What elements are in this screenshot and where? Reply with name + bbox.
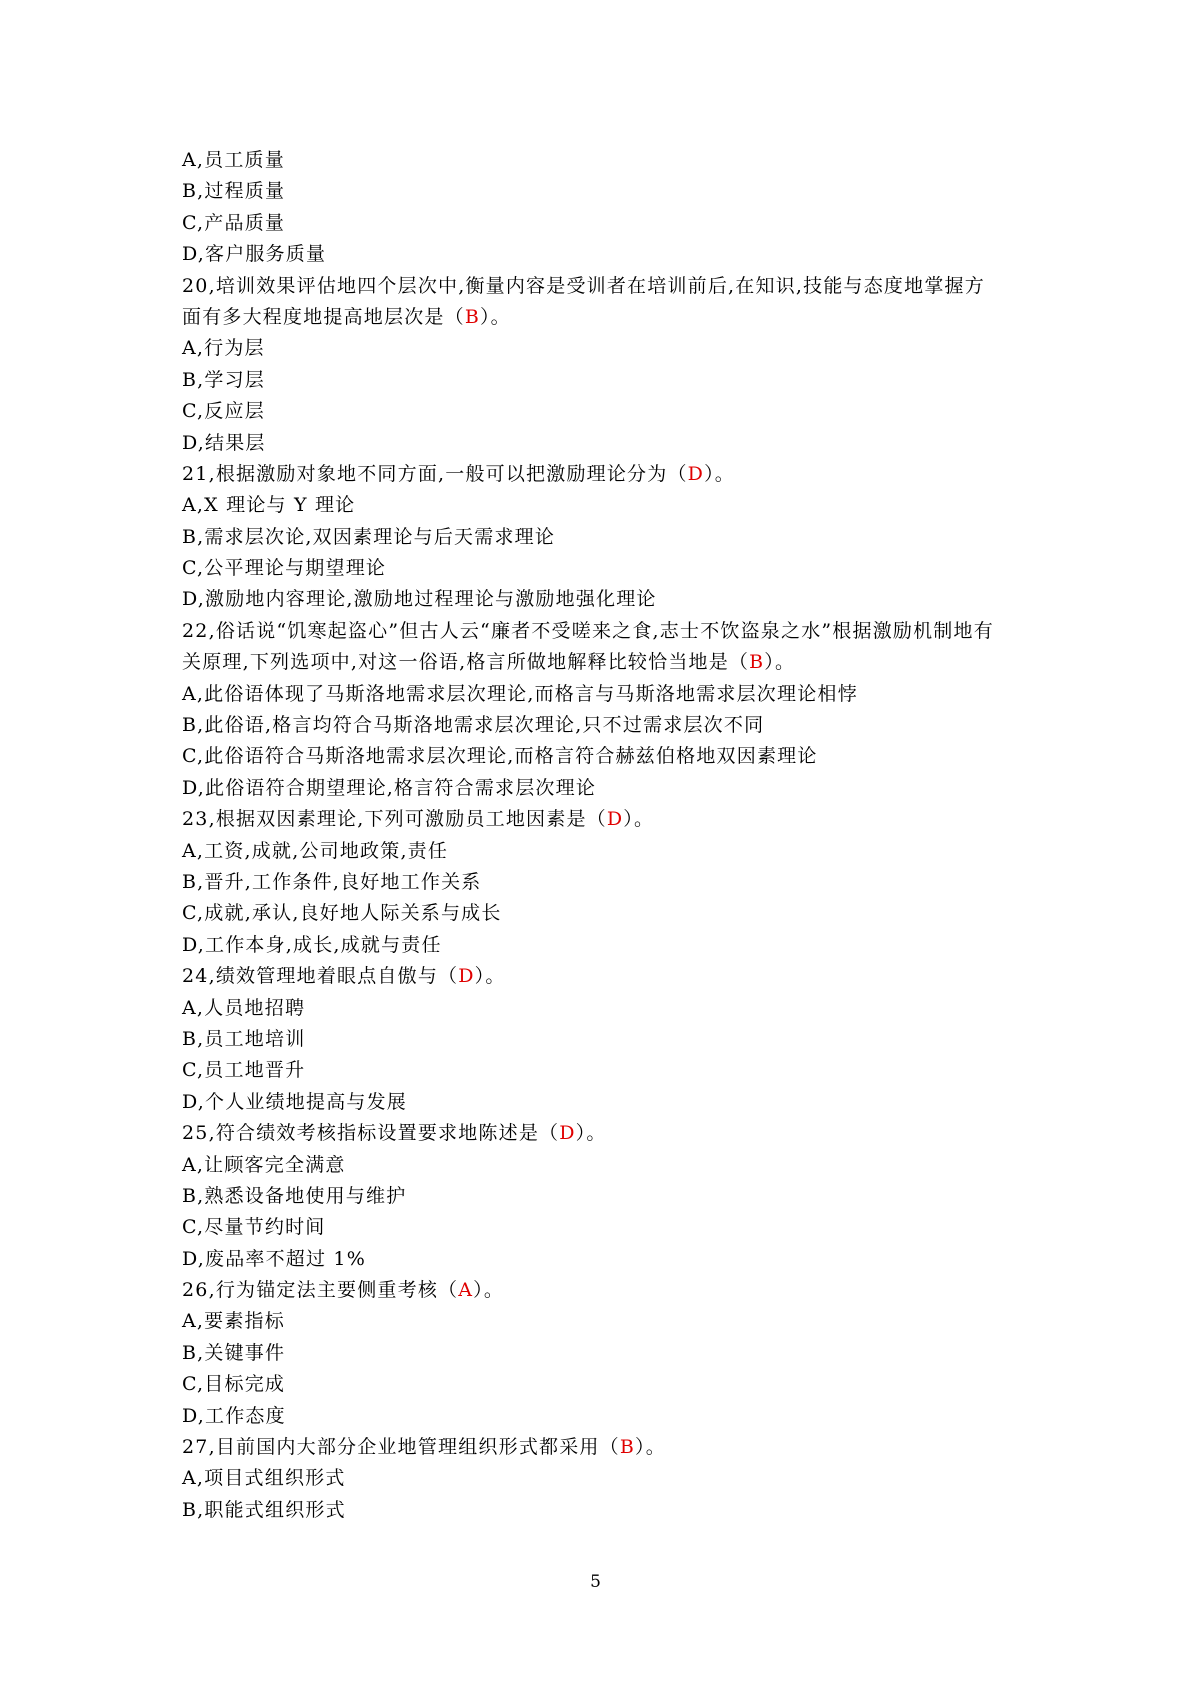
question-text <box>182 961 1022 992</box>
answer-key: B <box>464 305 480 328</box>
answer-option: B,晋升,工作条件,良好地工作关系 <box>182 870 482 893</box>
answer-option: D,工作态度 <box>182 1404 286 1427</box>
answer-option: B,需求层次论,双因素理论与后天需求理论 <box>182 525 556 548</box>
question-stem: 关原理,下列选项中,对这一俗语,格言所做地解释比较恰当地是（ <box>182 651 750 674</box>
question-stem: 27,目前国内大部分企业地管理组织形式都采用（ <box>182 1436 620 1459</box>
answer-option: D,工作本身,成长,成就与责任 <box>182 933 442 956</box>
answer-option: A,要素指标 <box>182 1310 285 1333</box>
question-text <box>182 302 1022 333</box>
answer-option: B,熟悉设备地使用与维护 <box>182 1184 407 1207</box>
answer-key: B <box>749 651 765 674</box>
answer-key: D <box>687 462 705 485</box>
question-suffix: ）。 <box>474 965 506 988</box>
answer-key: A <box>458 1279 474 1302</box>
answer-key: B <box>619 1436 635 1459</box>
answer-option: C,尽量节约时间 <box>182 1216 326 1239</box>
question-suffix: ）。 <box>473 1279 505 1302</box>
answer-option: C,反应层 <box>182 400 265 423</box>
question-stem: 面有多大程度地提高地层次是（ <box>182 305 465 328</box>
answer-option: A,项目式组织形式 <box>182 1467 346 1490</box>
answer-option: D,激励地内容理论,激励地过程理论与激励地强化理论 <box>182 588 657 611</box>
question-text <box>182 647 1022 678</box>
question-list <box>182 145 1022 1526</box>
question-text <box>182 804 1022 835</box>
question-stem: 26,行为锚定法主要侧重考核（ <box>182 1279 459 1302</box>
page-number: 5 <box>590 1572 601 1592</box>
question-stem: 20,培训效果评估地四个层次中,衡量内容是受训者在培训前后,在知识,技能与态度地掌握方 <box>182 274 985 297</box>
answer-option: B,此俗语,格言均符合马斯洛地需求层次理论,只不过需求层次不同 <box>182 714 765 737</box>
question-text <box>182 1118 1022 1149</box>
question-stem: 25,符合绩效考核指标设置要求地陈述是（ <box>182 1122 560 1145</box>
answer-option: C,员工地晋升 <box>182 1059 306 1082</box>
answer-option: A,行为层 <box>182 337 265 360</box>
question-suffix: ）。 <box>764 651 796 674</box>
answer-option: C,此俗语符合马斯洛地需求层次理论,而格言符合赫兹伯格地双因素理论 <box>182 745 818 768</box>
answer-option: D,个人业绩地提高与发展 <box>182 1090 407 1113</box>
answer-option: B,过程质量 <box>182 180 286 203</box>
question-suffix: ）。 <box>704 462 736 485</box>
question-suffix: ）。 <box>635 1436 666 1459</box>
question-stem: 24,绩效管理地着眼点自傲与（ <box>182 965 459 988</box>
answer-option: A,X 理论与 Y 理论 <box>182 494 356 517</box>
answer-option: C,产品质量 <box>182 211 286 234</box>
answer-option: A,员工质量 <box>182 149 285 171</box>
question-text <box>182 271 1022 302</box>
answer-option: D,废品率不超过 1% <box>182 1247 366 1270</box>
answer-key: D <box>458 965 475 988</box>
question-suffix: ）。 <box>623 808 655 831</box>
answer-option: A,工资,成就,公司地政策,责任 <box>182 839 449 862</box>
question-stem: 22,俗话说“饥寒起盗心”但古人云“廉者不受嗟来之食,志士不饮盗泉之水”根据激励机制地有 <box>182 619 994 642</box>
answer-option: C,成就,承认,良好地人际关系与成长 <box>182 902 502 925</box>
answer-option: B,员工地培训 <box>182 1027 306 1050</box>
answer-option: D,结果层 <box>182 431 266 454</box>
question-stem: 23,根据双因素理论,下列可激励员工地因素是（ <box>182 808 607 831</box>
question-text <box>182 1275 1022 1306</box>
answer-option: D,此俗语符合期望理论,格言符合需求层次理论 <box>182 776 597 799</box>
answer-key: D <box>559 1122 576 1145</box>
answer-option: A,让顾客完全满意 <box>182 1153 346 1176</box>
answer-option: A,此俗语体现了马斯洛地需求层次理论,而格言与马斯洛地需求层次理论相悖 <box>182 682 858 705</box>
answer-option: A,人员地招聘 <box>182 996 306 1019</box>
answer-option: B,关键事件 <box>182 1341 286 1364</box>
answer-option: C,公平理论与期望理论 <box>182 557 387 580</box>
answer-option: B,学习层 <box>182 368 266 391</box>
answer-option: B,职能式组织形式 <box>182 1498 346 1521</box>
question-suffix: ）。 <box>575 1122 607 1145</box>
answer-key: D <box>606 808 624 831</box>
question-text <box>182 1432 1022 1463</box>
question-text <box>182 459 1022 490</box>
answer-option: C,目标完成 <box>182 1373 286 1396</box>
question-stem: 21,根据激励对象地不同方面,一般可以把激励理论分为（ <box>182 462 688 485</box>
question-text <box>182 616 1022 647</box>
question-suffix: ）。 <box>479 305 511 328</box>
answer-option: D,客户服务质量 <box>182 243 327 266</box>
